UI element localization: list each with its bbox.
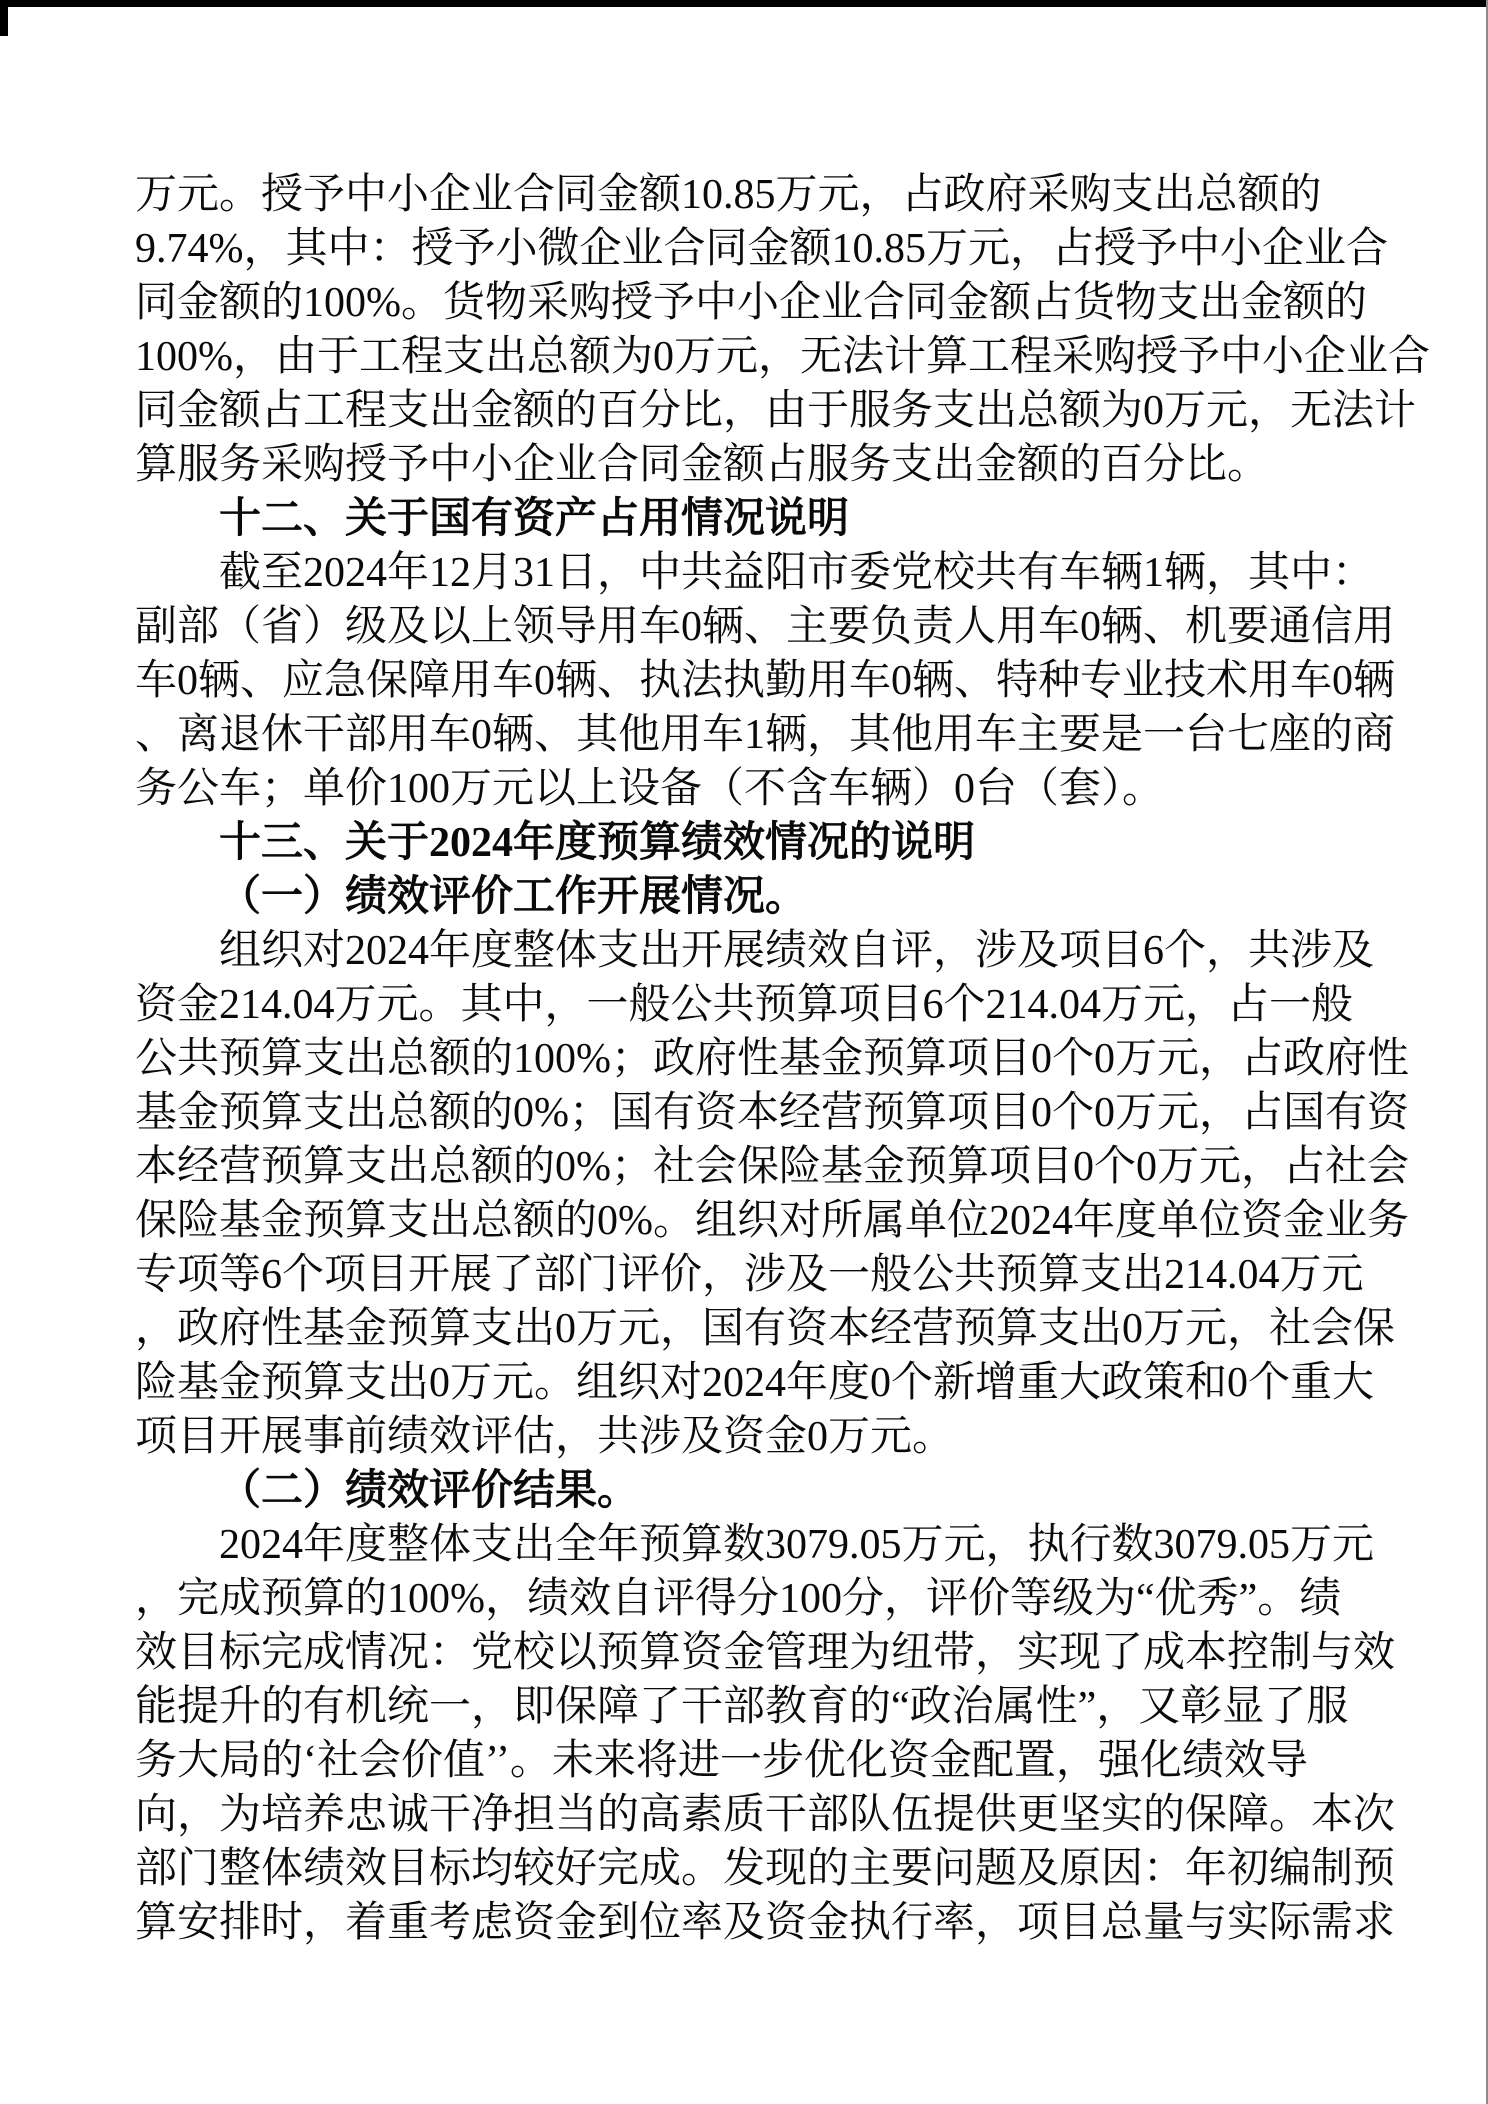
text-line: 本经营预算支出总额的0%；社会保险基金预算项目0个0万元，占社会 — [135, 1144, 1409, 1190]
scan-top-border — [0, 0, 1488, 7]
text-line: 能提升的有机统一，即保障了干部教育的“政治属性”，又彰显了服 — [135, 1684, 1349, 1730]
heading-line: 十二、关于国有资产占用情况说明 — [219, 496, 850, 542]
text-line: 车0辆、应急保障用车0辆、执法执勤用车0辆、特种专业技术用车0辆 — [135, 658, 1396, 704]
text-line: 万元。授予中小企业合同金额10.85万元，占政府采购支出总额的 — [135, 172, 1322, 218]
text-line: 向，为培养忠诚干净担当的高素质干部队伍提供更坚实的保障。本次 — [135, 1792, 1396, 1838]
text-line: 务大局的‘社会价值’’。未来将进一步优化资金配置，强化绩效导 — [135, 1738, 1308, 1784]
text-line: 同金额占工程支出金额的百分比，由于服务支出总额为0万元，无法计 — [135, 388, 1417, 434]
heading-line: 十三、关于2024年度预算绩效情况的说明 — [219, 820, 976, 866]
text-line: 保险基金预算支出总额的0%。组织对所属单位2024年度单位资金业务 — [135, 1198, 1409, 1244]
text-line: 资金214.04万元。其中，一般公共预算项目6个214.04万元，占一般 — [135, 982, 1354, 1028]
text-line: 效目标完成情况：党校以预算资金管理为纽带，实现了成本控制与效 — [135, 1630, 1396, 1676]
text-line: 务公车；单价100万元以上设备（不含车辆）0台（套）。 — [135, 766, 1165, 812]
text-line: ，政府性基金预算支出0万元，国有资本经营预算支出0万元，社会保 — [135, 1306, 1396, 1352]
text-line: 算服务采购授予中小企业合同金额占服务支出金额的百分比。 — [135, 442, 1270, 488]
heading-line: （二）绩效评价结果。 — [219, 1468, 640, 1514]
text-line: 同金额的100%。货物采购授予中小企业合同金额占货物支出金额的 — [135, 280, 1367, 326]
text-line: 2024年度整体支出全年预算数3079.05万元，执行数3079.05万元 — [219, 1522, 1375, 1568]
text-line: 9.74%，其中：授予小微企业合同金额10.85万元，占授予中小企业合 — [135, 226, 1388, 272]
text-line: 算安排时，着重考虑资金到位率及资金执行率，项目总量与实际需求 — [135, 1900, 1396, 1946]
text-line: 基金预算支出总额的0%；国有资本经营预算项目0个0万元，占国有资 — [135, 1090, 1409, 1136]
text-line: 险基金预算支出0万元。组织对2024年度0个新增重大政策和0个重大 — [135, 1360, 1375, 1406]
heading-line: （一）绩效评价工作开展情况。 — [219, 874, 808, 920]
text-line: 部门整体绩效目标均较好完成。发现的主要问题及原因：年初编制预 — [135, 1846, 1396, 1892]
text-line: 100%，由于工程支出总额为0万元，无法计算工程采购授予中小企业合 — [135, 334, 1430, 380]
text-line: 副部（省）级及以上领导用车0辆、主要负责人用车0辆、机要通信用 — [135, 604, 1396, 650]
text-line: 公共预算支出总额的100%；政府性基金预算项目0个0万元，占政府性 — [135, 1036, 1409, 1082]
text-line: 组织对2024年度整体支出开展绩效自评，涉及项目6个，共涉及 — [219, 928, 1375, 974]
text-line: ，完成预算的100%，绩效自评得分100分，评价等级为“优秀”。绩 — [135, 1576, 1342, 1622]
document-text-block — [135, 168, 1435, 1950]
text-line: 专项等6个项目开展了部门评价，涉及一般公共预算支出214.04万元 — [135, 1252, 1364, 1298]
text-line: 项目开展事前绩效评估，共涉及资金0万元。 — [135, 1414, 955, 1460]
text-line: 截至2024年12月31日，中共益阳市委党校共有车辆1辆，其中： — [219, 550, 1375, 596]
text-line: 、离退休干部用车0辆、其他用车1辆，其他用车主要是一台七座的商 — [135, 712, 1396, 758]
scan-left-corner-mark — [0, 0, 8, 36]
